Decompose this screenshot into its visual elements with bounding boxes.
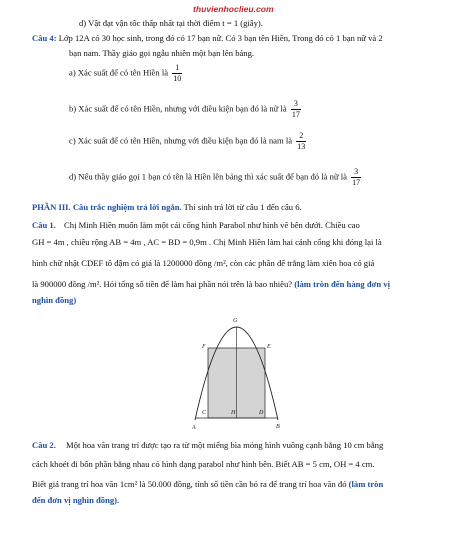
question-c1-line1 (32, 220, 360, 231)
item-c-text: c) Xác suất để có tên Hiền, nhưng với điều kiện bạn đó là nam là (69, 135, 293, 146)
question-c1-line3: hình chữ nhật CDEF tô đậm có giá là 1200000 đồng /m², còn các phần để trắng làm xiên hoa có giá (32, 258, 375, 268)
label-f: F (202, 344, 206, 350)
question-4-item-a (69, 64, 184, 83)
question-4-intro (32, 33, 383, 44)
c2-line3-text: Biết giá trang trí hoa văn 1cm² là 50.000 đồng, tính số tiền cần bỏ ra để trang trí hoa văn đó (32, 479, 347, 489)
question-4-text-line2: bạn nam. Thầy giáo gọi ngẫu nhiên một bạn lên bảng. (69, 48, 255, 58)
item-d-text: d) Nếu thầy giáo gọi 1 bạn có tên là Hiền lên bảng thì xác suất để bạn đó là nữ là (69, 171, 347, 182)
item-b-text: b) Xác suất để có tên Hiền, nhưng với điều kiện bạn đó là nữ là (69, 103, 287, 114)
part-3-heading (32, 202, 302, 213)
question-c2-line3 (32, 479, 383, 490)
c2-line1-text: Một hoa văn trang trí được tạo ra từ một miếng bìa mỏng hình vuông cạnh bằng 10 cm bằng (66, 440, 384, 450)
c2-rounding-note: (làm tròn (348, 479, 384, 489)
item-a-fraction: $\frac{1}{10}$ (173, 63, 182, 83)
label-g: G (233, 318, 238, 324)
watermark-logo: thuvienhoclieu.com (193, 4, 274, 14)
item-a-text: a) Xác suất để có tên Hiền là (69, 67, 169, 78)
question-4-item-d (69, 168, 363, 187)
c1-line4-text: là 900000 đồng /m². Hỏi tổng số tiền để làm hai phần nói trên là bao nhiêu? (32, 279, 293, 289)
question-c2-line2: cách khoét đi bốn phần bằng nhau có hình dạng parabol như hình bên. Biết AB = 5 cm, OH = 4 cm. (32, 459, 375, 469)
label-a: A (192, 425, 196, 431)
question-c2-label: Câu 2. (32, 440, 56, 450)
label-c: C (202, 410, 207, 416)
parabola-gate-figure (190, 312, 290, 432)
c1-line1-text: Chị Minh Hiền muốn làm một cái cổng hình Parabol như hình vẽ bên dưới. Chiều cao (64, 220, 360, 230)
question-4-item-b (69, 100, 303, 119)
item-d-fraction: $\frac{3}{17}$ (352, 167, 361, 187)
question-c1-label: Câu 1. (32, 220, 56, 230)
question-c2-line1 (32, 440, 383, 451)
part-3-instruction: Thí sinh trả lời từ câu 1 đến câu 6. (183, 202, 302, 212)
question-4-label: Câu 4: (32, 33, 57, 43)
question-4-text-line1: Lớp 12A có 30 học sinh, trong đó có 17 bạn nữ. Có 3 bạn tên Hiền, Trong đó có 1 bạn nữ và 2 (58, 33, 383, 43)
question-c2-line4: đến đơn vị nghìn đồng). (32, 495, 120, 505)
c1-rounding-note: (làm tròn đến hàng đơn vị (294, 279, 390, 289)
label-d: D (259, 410, 264, 416)
label-h: H (231, 410, 236, 416)
question-c1-line2: GH = 4m , chiều rộng AB = 4m , AC = BD = 0,9m . Chị Minh Hiền làm hai cánh cổng khi đóng lại là (32, 237, 382, 247)
item-c-fraction: $\frac{2}{13}$ (297, 131, 306, 151)
item-b-fraction: $\frac{3}{17}$ (291, 99, 300, 119)
question-c1-line4 (32, 279, 390, 290)
question-4-item-c (69, 132, 308, 151)
label-b: B (276, 424, 280, 430)
question-3d-text: d) Vật đạt vận tốc thấp nhất tại thời điểm t = 1 (giây). (79, 18, 263, 28)
part-3-title: PHẦN III. Câu trắc nghiệm trả lời ngắn. (32, 202, 182, 212)
label-e: E (267, 344, 271, 350)
question-c1-line5: nghìn đồng) (32, 295, 77, 305)
